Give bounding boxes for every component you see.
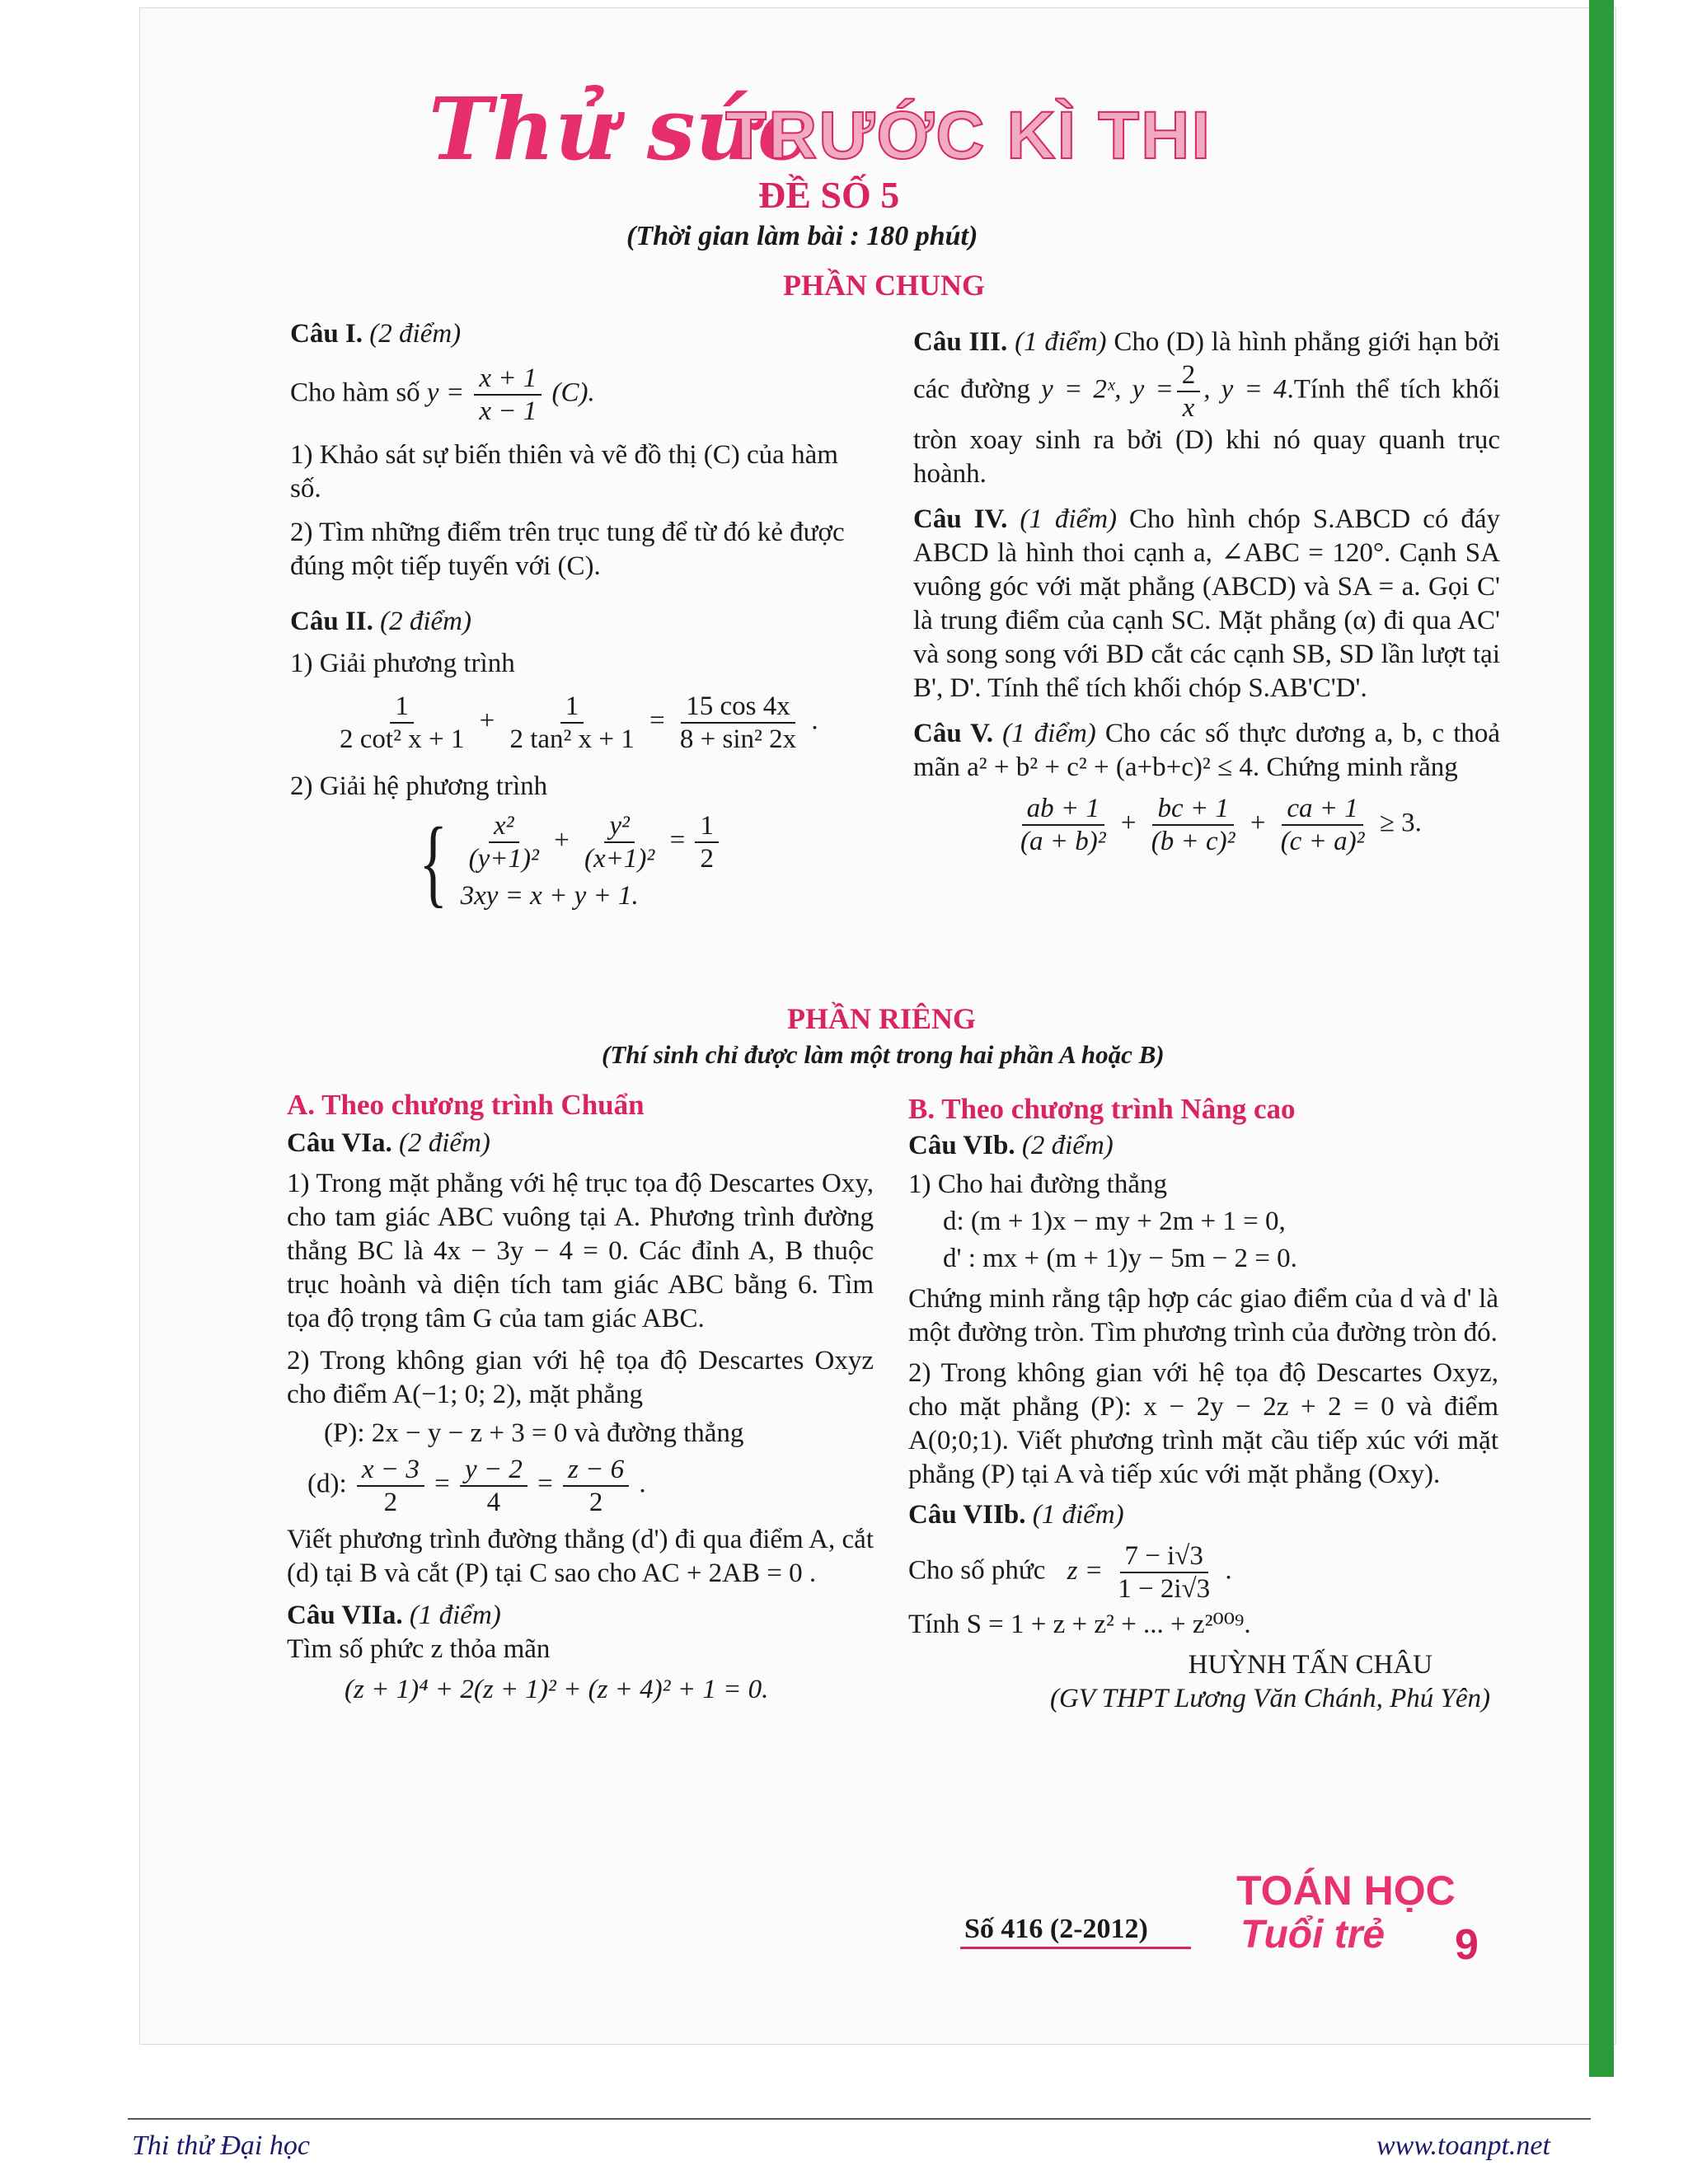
c6a-end: . (639, 1469, 646, 1499)
ineq-f2-den: (b + c)² (1151, 827, 1236, 856)
system-eq2: 3xy = x + y + 1. (460, 881, 639, 911)
c6a-d3-den: 2 (588, 1488, 603, 1517)
issue-number: Số 416 (2-2012) (964, 1914, 1148, 1944)
footer-right-link[interactable]: www.toanpt.net (1376, 2130, 1550, 2161)
cau5-inequality (913, 793, 1500, 857)
system-brace: { (419, 806, 448, 916)
sys-a-den: (y+1)² (468, 844, 539, 874)
cau1-func-lhs: y = (426, 377, 465, 408)
cau2-label: Câu II. (290, 607, 373, 636)
cau3-text-b: .Tính thể tích khối tròn xoay sinh ra bởi (D) khi nó quay quanh trục hoành. (913, 374, 1501, 489)
c6a-d2-den: 4 (486, 1488, 501, 1517)
cau5-text: Cho các số thực dương a, b, c thoả mãn a² + b² + c² + (a+b+c)² ≤ 4. Chứng minh rằng (913, 719, 1501, 782)
cau1-func-tail: (C). (551, 377, 595, 408)
eq-t1-den: 2 cot² x + 1 (340, 724, 465, 754)
c6a-label: Câu VIa. (287, 1128, 392, 1158)
c6a-plane: (P): 2x − y − z + 3 = 0 và đường thẳng (324, 1418, 744, 1448)
c7b-label: Câu VIIb. (908, 1500, 1026, 1530)
eq-rhs-den: 8 + sin² 2x (679, 724, 797, 754)
title-script: Thử sức (429, 78, 810, 180)
cau2-part2: 2) Giải hệ phương trình (290, 771, 548, 801)
c6a-eq2: = (537, 1469, 553, 1499)
c6a-d1-num: x − 3 (357, 1454, 424, 1487)
c6b-part1: 1) Cho hai đường thẳng (908, 1169, 1167, 1199)
left-column (290, 317, 875, 916)
cau1-part2: 2) Tìm những điểm trên trục tung để từ đó kẻ được đúng một tiếp tuyến với (C). (290, 518, 845, 581)
c6b-line-d: d: (m + 1)x − my + 2m + 1 = 0, (943, 1207, 1286, 1236)
cau3-curves-den: x (1182, 393, 1195, 423)
eq-end: . (811, 705, 818, 736)
c7a-label: Câu VIIa. (287, 1601, 403, 1630)
program-b (908, 1092, 1498, 1716)
c6a-part3: Viết phương trình đường thẳng (d') đi qua điểm A, cắt (d) tại B và cắt (P) tại C sao cho AC + 2AB = 0 . (287, 1525, 874, 1588)
cau5-label: Câu V. (913, 719, 993, 748)
cau4-text: Cho hình chóp S.ABCD có đáy ABCD là hình thoi cạnh a, ∠ABC = 120°. Cạnh SA vuông góc với mặt phẳng (ABCD) và SA = a. Gọi C' là trung điểm của cạnh SC. Mặt phẳng (α) đi qua AC' và song song với BD cắt các cạnh SB, SD lần lượt tại B', D'. Tính thể tích khối chóp S.AB'C'D'. (913, 504, 1500, 703)
sys-b-num: y² (604, 810, 635, 843)
author-affiliation: (GV THPT Lương Văn Chánh, Phú Yên) (1049, 1684, 1490, 1713)
ineq-f1-num: ab + 1 (1022, 793, 1104, 826)
c7a-points: (1 điểm) (409, 1601, 501, 1630)
cau2-system (290, 806, 875, 916)
footer-divider (128, 2118, 1591, 2120)
ineq-rhs: ≥ 3. (1379, 808, 1422, 838)
eq-rhs-num: 15 cos 4x (681, 691, 795, 724)
ineq-f1-den: (a + b)² (1020, 827, 1106, 856)
c6a-d-label: (d): (307, 1469, 347, 1499)
c7b-z: z = (1067, 1555, 1104, 1586)
c6a-points: (2 điểm) (399, 1128, 490, 1158)
title-block: TRƯỚC KÌ THI (725, 98, 1212, 173)
cau1-label: Câu I. (290, 319, 363, 349)
c6b-label: Câu VIb. (908, 1131, 1015, 1160)
footer-left: Thi thử Đại học (132, 2130, 310, 2161)
section-phan-chung: PHẦN CHUNG (783, 269, 985, 302)
section-phan-rieng: PHẦN RIÊNG (787, 1002, 977, 1035)
c7a-text: Tìm số phức z thỏa mãn (287, 1634, 551, 1664)
sys-plus: + (554, 825, 570, 855)
eq-t2-num: 1 (560, 691, 584, 724)
cau1-points: (2 điểm) (369, 319, 462, 349)
sys-equals: = (669, 825, 686, 855)
program-a (287, 1088, 874, 1707)
page-number: 9 (1455, 1921, 1479, 1969)
right-column (913, 326, 1500, 857)
cau3-curves-num: 2 (1177, 359, 1201, 392)
c7b-end: . (1225, 1555, 1232, 1586)
c6a-eq1: = (434, 1469, 450, 1499)
eq-t1-num: 1 (390, 691, 414, 724)
page-edge-strip (1589, 0, 1614, 2077)
c6a-part1: 1) Trong mặt phẳng với hệ trục tọa độ Descartes Oxy, cho tam giác ABC vuông tại A. Phương trình đường thẳng BC là 4x − 3y − 4 = 0. Các đỉnh A, B thuộc trục hoành và diện tích tam giác ABC bằng 6. Tìm tọa độ trọng tâm G của tam giác ABC. (287, 1169, 874, 1333)
cau1-intro: Cho hàm số (290, 377, 420, 408)
c7b-sum: Tính S = 1 + z + z² + ... + z²⁰⁰⁹. (908, 1610, 1251, 1639)
cau2-points: (2 điểm) (380, 607, 472, 636)
cau3-curves-b: , y = 4 (1203, 374, 1287, 405)
ineq-plus-1: + (1120, 808, 1137, 838)
cau4-label: Câu IV. (913, 504, 1008, 534)
c7b-complex (908, 1540, 1498, 1605)
ineq-f3-num: ca + 1 (1282, 793, 1362, 826)
cau1-den: x − 1 (479, 396, 537, 426)
eq-equals: = (649, 705, 665, 736)
c6a-d1-den: 2 (383, 1488, 398, 1517)
cau3-curves-a: y = 2ˣ, y = (1041, 374, 1174, 405)
logo-tuoi-tre: Tuổi trẻ (1240, 1913, 1386, 1957)
logo-toan-hoc: TOÁN HỌC (1236, 1868, 1456, 1914)
cau3-text-a: Cho (D) là hình phẳng giới hạn bởi các đường (913, 327, 1500, 405)
c6a-d2-num: y − 2 (460, 1454, 528, 1487)
c7b-num: 7 − i√3 (1120, 1540, 1208, 1573)
cau1-num: x + 1 (474, 363, 542, 396)
cau3-label: Câu III. (913, 327, 1008, 357)
sys-rhs-num: 1 (695, 810, 719, 843)
c6a-d3-num: z − 6 (563, 1454, 629, 1487)
sys-b-den: (x+1)² (584, 844, 655, 874)
c7a-equation: (z + 1)⁴ + 2(z + 1)² + (z + 4)² + 1 = 0. (345, 1675, 769, 1704)
ineq-f2-num: bc + 1 (1152, 793, 1233, 826)
c6a-line-eq (287, 1454, 874, 1518)
eq-plus: + (479, 705, 495, 736)
c7b-den: 1 − 2i√3 (1118, 1574, 1211, 1604)
cau1-part1: 1) Khảo sát sự biến thiên và vẽ đồ thị (C) của hàm số. (290, 440, 838, 504)
cau1-fraction (474, 363, 542, 427)
ineq-plus-2: + (1250, 808, 1266, 838)
sys-a-num: x² (489, 810, 519, 843)
cau3-points: (1 điểm) (1015, 327, 1107, 357)
phan-rieng-note: (Thí sinh chỉ được làm một trong hai phần A hoặc B) (602, 1040, 1165, 1069)
c6b-part2: Chứng minh rằng tập hợp các giao điểm của d và d' là một đường tròn. Tìm phương trình của đường tròn đó. (908, 1284, 1498, 1347)
cau2-equation (290, 691, 875, 755)
issue-underline (960, 1947, 1191, 1949)
c7b-text: Cho số phức (908, 1555, 1046, 1586)
exam-time: (Thời gian làm bài : 180 phút) (626, 221, 978, 251)
c7b-points: (1 điểm) (1032, 1500, 1124, 1530)
system-eq1 (461, 810, 722, 874)
exam-number: ĐỀ SỐ 5 (758, 174, 900, 216)
c6a-part2: 2) Trong không gian với hệ tọa độ Descartes Oxyz cho điểm A(−1; 0; 2), mặt phẳng (287, 1346, 874, 1409)
ineq-f3-den: (c + a)² (1280, 827, 1365, 856)
c6b-part3: 2) Trong không gian với hệ tọa độ Descartes Oxyz, cho mặt phẳng (P): x − 2y − 2z + 2 = 0 và điểm A(0;0;1). Viết phương trình mặt cầu tiếp xúc với mặt phẳng (P) tại A và tiếp xúc với mặt phẳng (Oxy). (908, 1358, 1498, 1489)
c6b-points: (2 điểm) (1021, 1131, 1114, 1160)
c6b-line-d2: d' : mx + (m + 1)y − 5m − 2 = 0. (943, 1244, 1297, 1273)
cau2-part1: 1) Giải phương trình (290, 649, 515, 678)
sys-rhs-den: 2 (700, 844, 714, 874)
author-name: HUỲNH TẤN CHÂU (1188, 1650, 1432, 1680)
program-a-heading: A. Theo chương trình Chuẩn (287, 1089, 645, 1121)
eq-t2-den: 2 tan² x + 1 (509, 724, 635, 754)
cau5-points: (1 điểm) (1002, 719, 1096, 748)
cau4-points: (1 điểm) (1020, 504, 1118, 534)
program-b-heading: B. Theo chương trình Nâng cao (908, 1093, 1296, 1125)
